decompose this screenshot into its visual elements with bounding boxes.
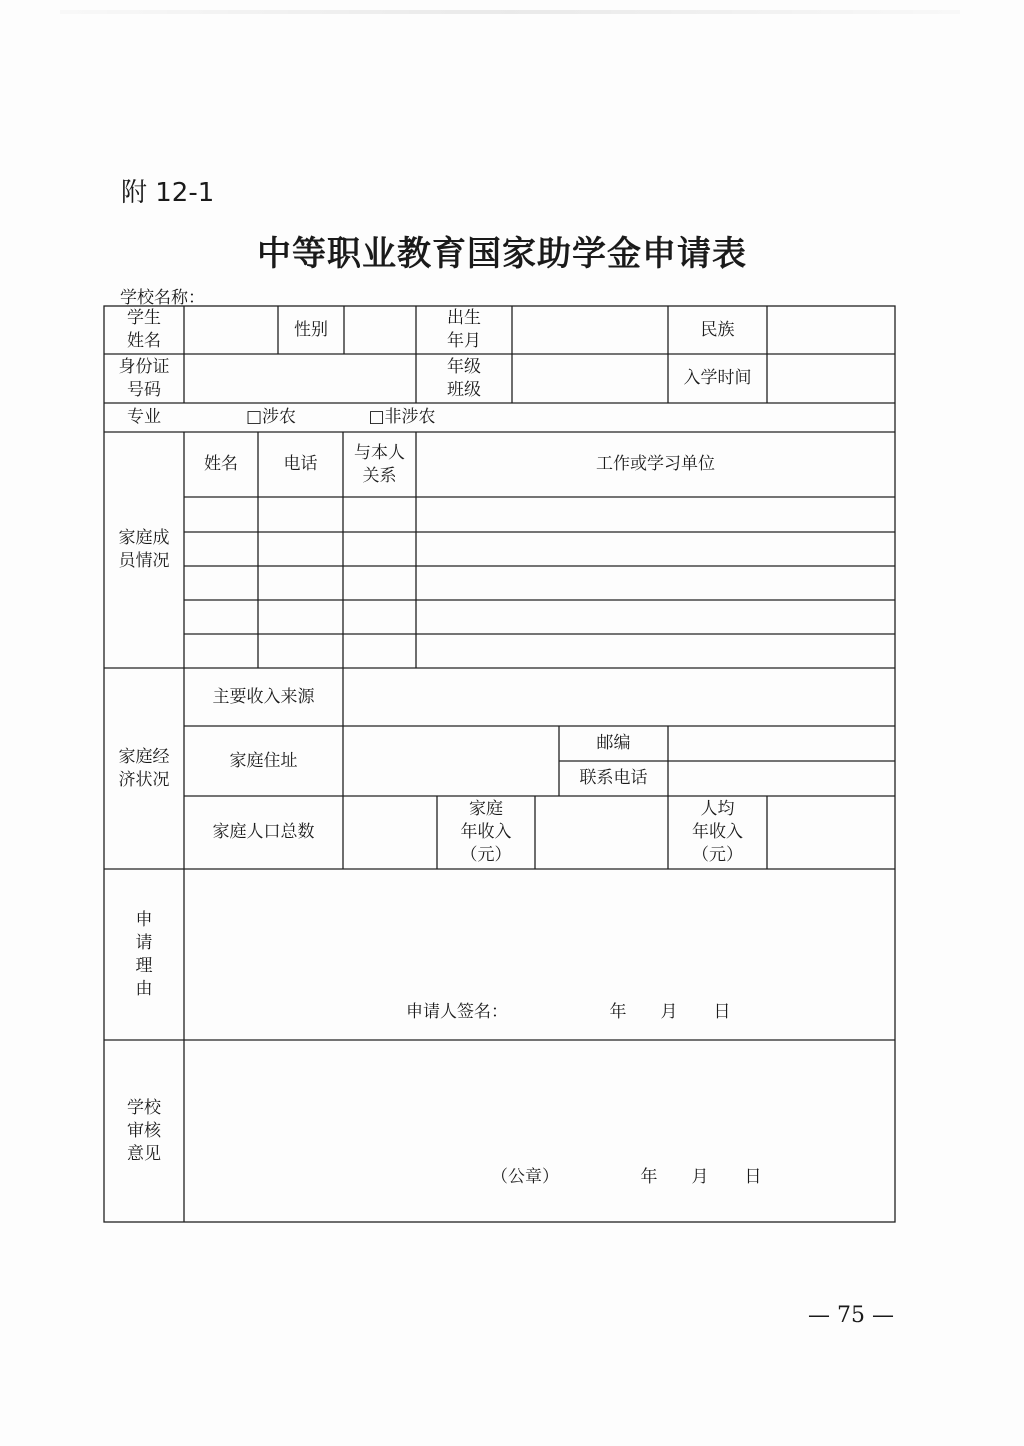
address-field[interactable] <box>343 726 559 796</box>
annual-income-label: 家庭 年收入 （元） <box>460 799 512 865</box>
birth-field[interactable] <box>512 306 668 354</box>
member-relation-header: 与本人 关系 <box>354 442 405 486</box>
school-review-field[interactable] <box>184 1040 895 1160</box>
school-name-label: 学校名称： <box>120 288 205 308</box>
member-work-header: 工作或学习单位 <box>596 454 715 474</box>
per-capita-income-label: 人均 年收入 （元） <box>692 799 743 865</box>
postcode-field[interactable] <box>668 726 895 761</box>
family-members-section-label: 家庭成 员情况 <box>118 528 170 571</box>
birth-label: 出生 年月 <box>447 308 481 351</box>
non-agri-checkbox[interactable]: □非涉农 <box>368 407 436 427</box>
gender-field[interactable] <box>344 306 416 354</box>
reason-day-label: 日 <box>713 1001 731 1022</box>
contact-phone-field[interactable] <box>668 761 895 796</box>
student-name-field[interactable] <box>184 306 278 354</box>
member-phone-header: 电话 <box>283 454 318 474</box>
official-seal-label: （公章） <box>491 1166 559 1187</box>
per-capita-income-field[interactable] <box>767 796 895 869</box>
applicant-signature-label: 申请人签名： <box>406 1001 508 1022</box>
economy-section-label: 家庭经 济状况 <box>118 746 170 790</box>
school-review-section-label: 学校 审核 意见 <box>127 1097 161 1164</box>
review-day-label: 日 <box>744 1166 762 1187</box>
member-name-header: 姓名 <box>204 454 238 474</box>
population-label: 家庭人口总数 <box>212 822 315 842</box>
postcode-label: 邮编 <box>596 733 631 753</box>
enroll-time-label: 入学时间 <box>683 368 752 388</box>
contact-phone-label: 联系电话 <box>579 768 648 788</box>
reason-year-label: 年 <box>609 1001 627 1022</box>
attachment-label: 附 12-1 <box>121 178 215 208</box>
income-source-label: 主要收入来源 <box>212 686 315 707</box>
agri-checkbox[interactable]: □涉农 <box>245 407 297 427</box>
reason-field[interactable] <box>184 869 895 989</box>
reason-section-label: 申 请 理 由 <box>135 909 153 999</box>
reason-month-label: 月 <box>660 1001 678 1022</box>
page-number: — 75 — <box>808 1303 894 1328</box>
grade-class-label: 年级 班级 <box>447 356 481 400</box>
enroll-time-field[interactable] <box>767 354 895 403</box>
annual-income-field[interactable] <box>535 796 668 869</box>
review-month-label: 月 <box>691 1166 709 1187</box>
address-label: 家庭住址 <box>229 750 298 771</box>
review-year-label: 年 <box>640 1166 658 1187</box>
gender-label: 性别 <box>294 319 328 340</box>
ethnicity-label: 民族 <box>700 319 735 340</box>
student-name-label: 学生 姓名 <box>127 308 161 351</box>
grade-class-field[interactable] <box>512 354 668 403</box>
form-title: 中等职业教育国家助学金申请表 <box>257 234 747 274</box>
id-number-field[interactable] <box>184 354 416 403</box>
income-source-field[interactable] <box>343 668 895 726</box>
major-label: 专业 <box>127 407 161 427</box>
population-field[interactable] <box>343 796 437 869</box>
ethnicity-field[interactable] <box>767 306 895 354</box>
id-number-label: 身份证 号码 <box>118 356 170 400</box>
